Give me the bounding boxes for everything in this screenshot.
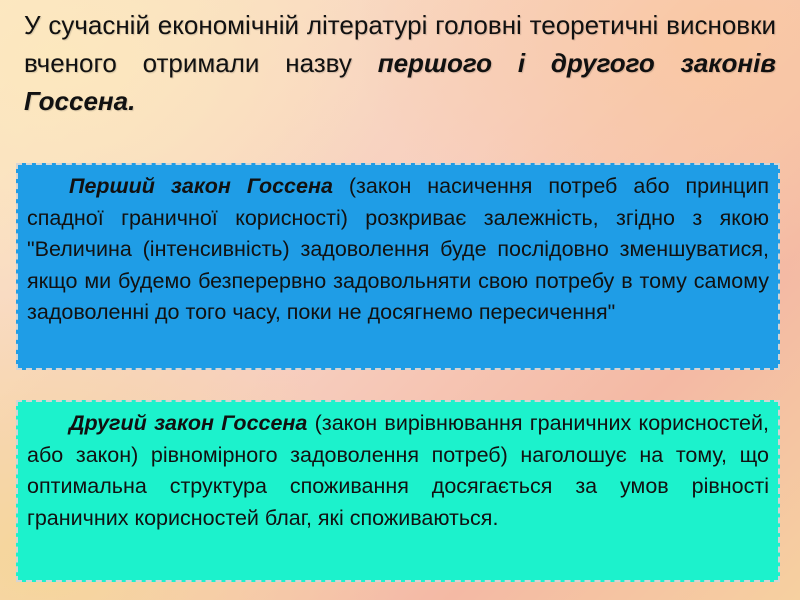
first-law-text: (закон насичення потреб або принцип спадної граничної корисності) розкриває залежність, згідно з якою "Величина (інтенсивність) задоволення буде послідовно зменшуватися, якщо ми будемо безперервно задовольняти свою потребу в тому самому задоволенні до того часу, поки не досягнемо пересичення" [27,174,769,324]
intro-text: У сучасній економічній літературі головні теоретичні висновки вченого отримали назву [24,10,776,78]
first-law-box [16,163,780,370]
first-law-term: Перший закон Госсена [69,174,333,198]
second-law-box [16,400,780,582]
intro-emphasis: першого і другого законів Госсена. [24,48,776,116]
intro-paragraph [24,6,776,120]
second-law-text: (закон вирівнювання граничних корисностей, або закон) рівномірного задоволення потреб) наголошує на тому, що оптимальна структура споживання досягається за умов рівності граничних корисностей благ, які споживаються. [27,411,770,530]
second-law-term: Другий закон Госсена [69,411,308,435]
